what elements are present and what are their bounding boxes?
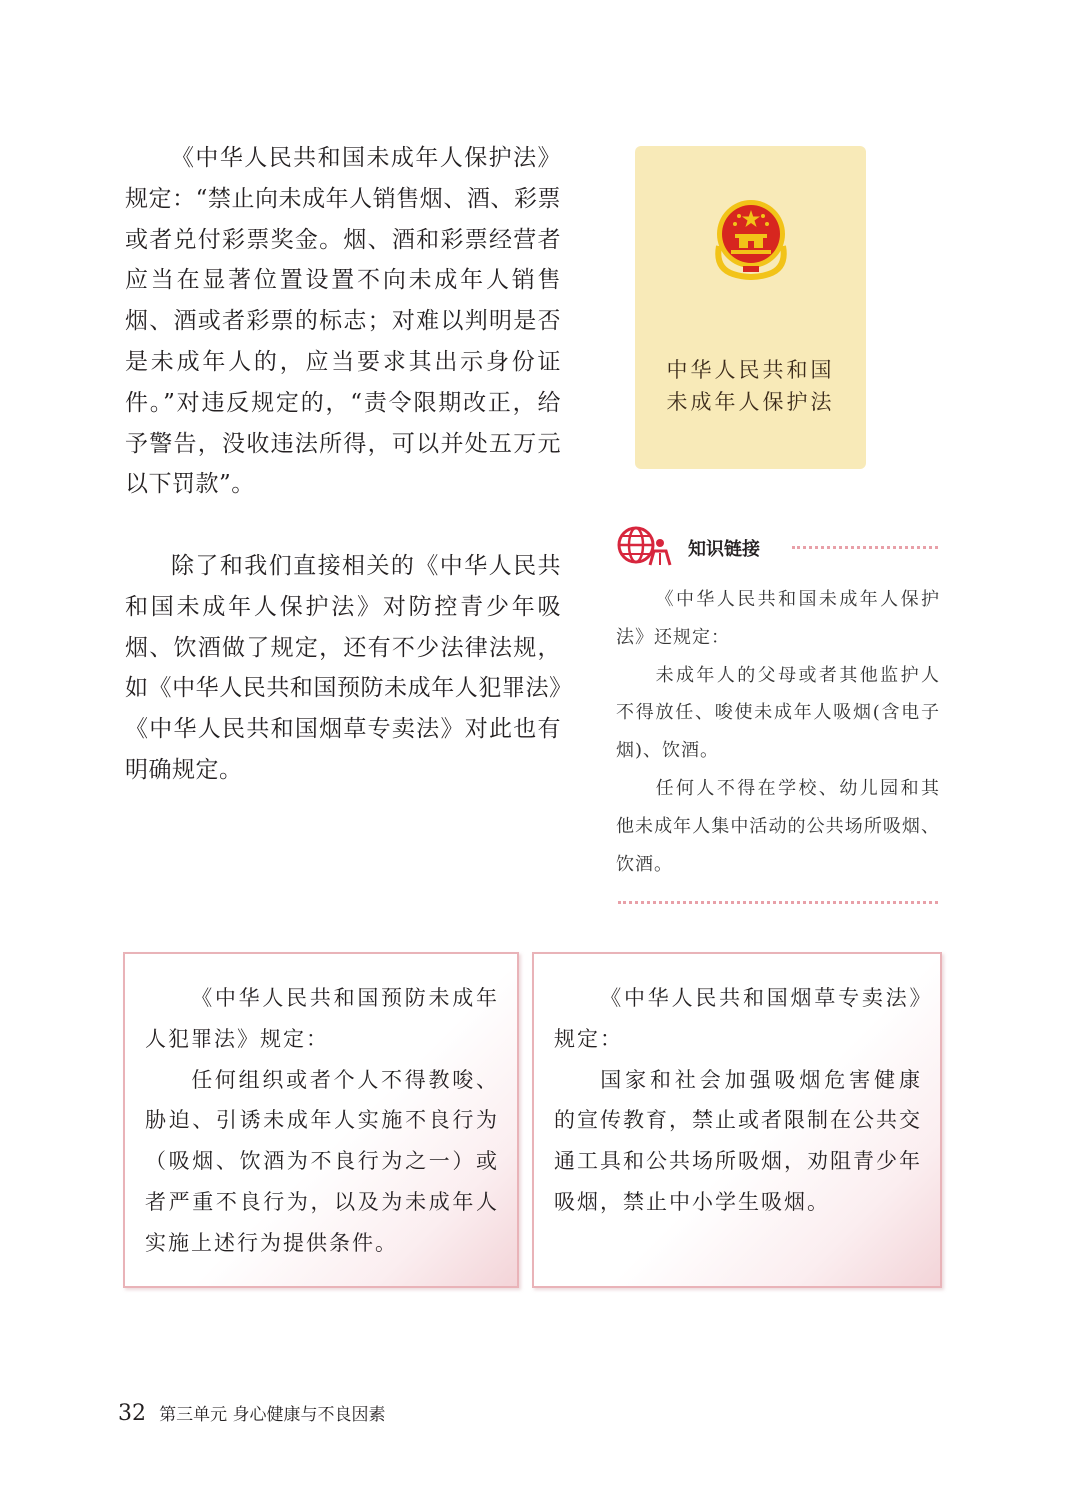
law-book-cover bbox=[635, 146, 866, 469]
paragraph-minor-protection-law bbox=[125, 138, 561, 505]
knowledge-link-title: 知识链接 bbox=[688, 539, 760, 560]
law-box-body: 国家和社会加强吸烟危害健康的宣传教育，禁止或者限制在公共交通工具和公共场所吸烟，劝阻青少年吸烟，禁止中小学生吸烟。 bbox=[554, 1067, 922, 1214]
tobacco-monopoly-law-box bbox=[532, 952, 942, 1288]
law-box-intro: 《中华人民共和国预防未成年人犯罪法》规定： bbox=[145, 986, 499, 1051]
knowledge-link-panel bbox=[616, 521, 940, 883]
globe-reader-icon bbox=[616, 523, 672, 567]
knowledge-intro: 《中华人民共和国未成年人保护法》还规定： bbox=[616, 589, 940, 648]
paragraph-other-laws bbox=[125, 546, 561, 791]
cover-title-line1: 中华人民共和国 bbox=[666, 358, 835, 382]
law-box-body: 任何组织或者个人不得教唆、胁迫、引诱未成年人实施不良行为（吸烟、饮酒为不良行为之一）或者严重不良行为，以及为未成年人实施上述行为提供条件。 bbox=[145, 1067, 499, 1255]
law-box-intro: 《中华人民共和国烟草专卖法》规定： bbox=[554, 986, 922, 1051]
paragraph-text: 除了和我们直接相关的《中华人民共和国未成年人保护法》对防控青少年吸烟、饮酒做了规定，还有不少法律法规，如《中华人民共和国预防未成年人犯罪法》《中华人民共和国烟草专卖法》对此也有明确规定。 bbox=[125, 553, 561, 783]
knowledge-item-guardians: 未成年人的父母或者其他监护人不得放任、唆使未成年人吸烟(含电子烟)、饮酒。 bbox=[616, 664, 940, 762]
knowledge-link-body bbox=[616, 581, 940, 883]
crime-prevention-law-box bbox=[123, 952, 519, 1288]
dotted-divider bbox=[618, 901, 938, 904]
knowledge-link-header bbox=[616, 521, 940, 569]
paragraph-text: 《中华人民共和国未成年人保护法》规定：“禁止向未成年人销售烟、酒、彩票或者兑付彩票奖金。烟、酒和彩票经营者应当在显著位置设置不向未成年人销售烟、酒或者彩票的标志；对难以判明是否是未成年人的，应当要求其出示身份证件。”对违反规定的，“责令限期改正，给予警告，没收违法所得，可以并处五万元以下罚款”。 bbox=[125, 145, 561, 498]
knowledge-item-public-places: 任何人不得在学校、幼儿园和其他未成年人集中活动的公共场所吸烟、饮酒。 bbox=[616, 777, 940, 875]
cover-title-line2: 未成年人保护法 bbox=[666, 390, 835, 414]
dotted-divider bbox=[792, 546, 938, 549]
page-footer bbox=[118, 1400, 386, 1426]
unit-title: 第三单元 身心健康与不良因素 bbox=[159, 1405, 386, 1425]
page-number: 32 bbox=[118, 1401, 146, 1426]
national-emblem-icon bbox=[711, 194, 791, 280]
